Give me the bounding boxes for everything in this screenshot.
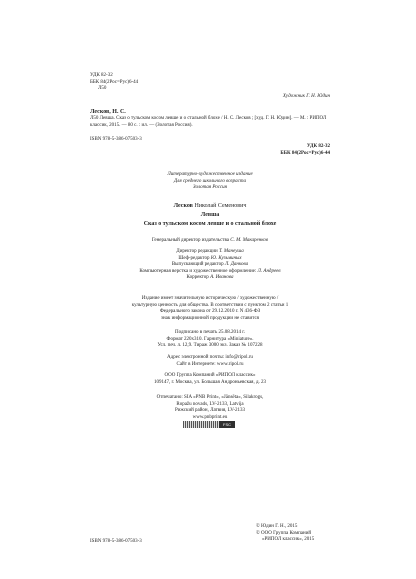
email-line: Адрес электронной почты: info@ripol.ru xyxy=(167,355,253,360)
author-given-names: Николай Семенович xyxy=(192,203,247,209)
print-info-line: Подписано в печать 25.08.2014 г. xyxy=(175,330,245,335)
notice-line: Федерального закона от 29.12.2010 г. N 436-ФЗ xyxy=(159,309,261,315)
publisher-name: ООО Группа Компаний «РИПОЛ классик» xyxy=(164,373,256,378)
staff-line xyxy=(90,256,330,263)
print-info-line: Формат 220x310. Гарнитура «Miniature». xyxy=(166,336,254,342)
notice-line: культурную ценность для общества. В соответствии с пунктом 2 статьи 1 xyxy=(131,302,289,308)
print-info-line: Усл. печ. л. 12,9. Тираж 3000 экз. Заказ № 107228 xyxy=(157,343,263,349)
printer-line: Рижский район, Латвия, LV-2133 xyxy=(174,408,246,414)
series-block xyxy=(90,172,330,192)
udc-block xyxy=(90,73,170,93)
author-name xyxy=(90,203,330,210)
staff-role: Выпускающий редактор xyxy=(171,262,225,268)
publisher-info xyxy=(90,373,330,386)
book-title: Левша xyxy=(200,212,220,218)
staff-line xyxy=(90,275,330,282)
series-line-3: Золотая Россия xyxy=(193,185,227,191)
staff-name: А. Иванова xyxy=(210,275,234,281)
copyright-line: © ООО Группа Компаний xyxy=(256,530,312,536)
book-subtitle: Сказ о тульском косом левше и о стальной блохе xyxy=(143,221,277,227)
bbk-right: ББК 84(2Рос=Рус)6-44 xyxy=(280,150,330,156)
legal-notice xyxy=(90,296,330,322)
website-line: Сайт в Интернете: www.ripol.ru xyxy=(176,361,244,367)
printer-line: Отпечатано: SIA «PNB Print», «Jānsēta», Silakrogs, xyxy=(156,395,264,400)
staff-line xyxy=(90,262,330,269)
notice-line: знак информационной продукции не ставится xyxy=(161,315,259,321)
series-line-1: Литературно-художественное издание xyxy=(167,172,253,177)
staff-name: Ю. Кузьминых xyxy=(210,255,242,261)
staff-list xyxy=(90,249,330,282)
illustrator-credit: Художник Г. Н. Юдин xyxy=(282,94,330,99)
printer-line: www.pnbprint.eu xyxy=(192,414,228,420)
contacts xyxy=(90,355,330,368)
fsc-mark: FSC xyxy=(219,421,235,428)
staff-name: Л. Данкова xyxy=(224,262,249,268)
catalog-author-heading: Лесков, Н. С. xyxy=(90,109,126,115)
staff-line xyxy=(90,249,330,256)
udk-right: УДК 82-32 xyxy=(306,144,330,149)
fsc-barcode xyxy=(183,421,219,428)
fsc-logo xyxy=(183,421,235,428)
print-info xyxy=(90,330,330,350)
notice-line: Издание имеет значительную историческую / художественную / xyxy=(141,296,279,301)
staff-name: Л. Андреев xyxy=(257,268,281,274)
series-line-2: Для среднего школьного возраста xyxy=(174,178,246,184)
staff-line xyxy=(90,269,330,276)
isbn-top: ISBN 978-5-386-07503-3 xyxy=(90,137,142,142)
staff-role: Шеф-редактор xyxy=(178,255,211,261)
printer-line: Ropažu novads, LV-2133, Latvija xyxy=(176,401,244,407)
publisher-address: 109147, г. Москва, ул. Большая Андроньевская, д. 23 xyxy=(153,379,267,385)
general-director xyxy=(90,238,330,245)
copyright-line: «РИПОЛ классик», 2015 xyxy=(262,537,315,543)
copyright-line: © Юдин Г. Н., 2015 xyxy=(256,524,298,529)
staff-name: Т. Манеуша xyxy=(218,249,244,254)
printer-info xyxy=(90,395,330,421)
author-mark: Л50 xyxy=(98,86,107,92)
general-director-name: С. М. Макаренков xyxy=(230,238,269,243)
bbk-code: ББК 84(2Рос=Рус)6-44 xyxy=(90,79,139,85)
general-director-label: Генеральный директор издательства xyxy=(151,238,231,243)
staff-role: Корректор xyxy=(186,275,211,281)
copyright-block xyxy=(256,524,346,544)
udc-right-block xyxy=(230,144,330,157)
udk-code: УДК 82-32 xyxy=(90,73,113,78)
staff-role: Директор редакции xyxy=(176,249,219,254)
author-surname: Лесков xyxy=(173,203,193,209)
staff-role: Компьютерная верстка и художественное оформление: xyxy=(139,268,258,274)
catalog-entry: Л50 Левша. Сказ о тульском косом левше и о стальной блохе / Н. С. Лесков ; [худ. Г. Н. Юдин]. — М. : РИПОЛ классик, 2015. — 80 с. : ил. — (Золотая Россия). xyxy=(90,116,327,128)
isbn-bottom: ISBN 978-5-386-07503-3 xyxy=(90,539,142,544)
